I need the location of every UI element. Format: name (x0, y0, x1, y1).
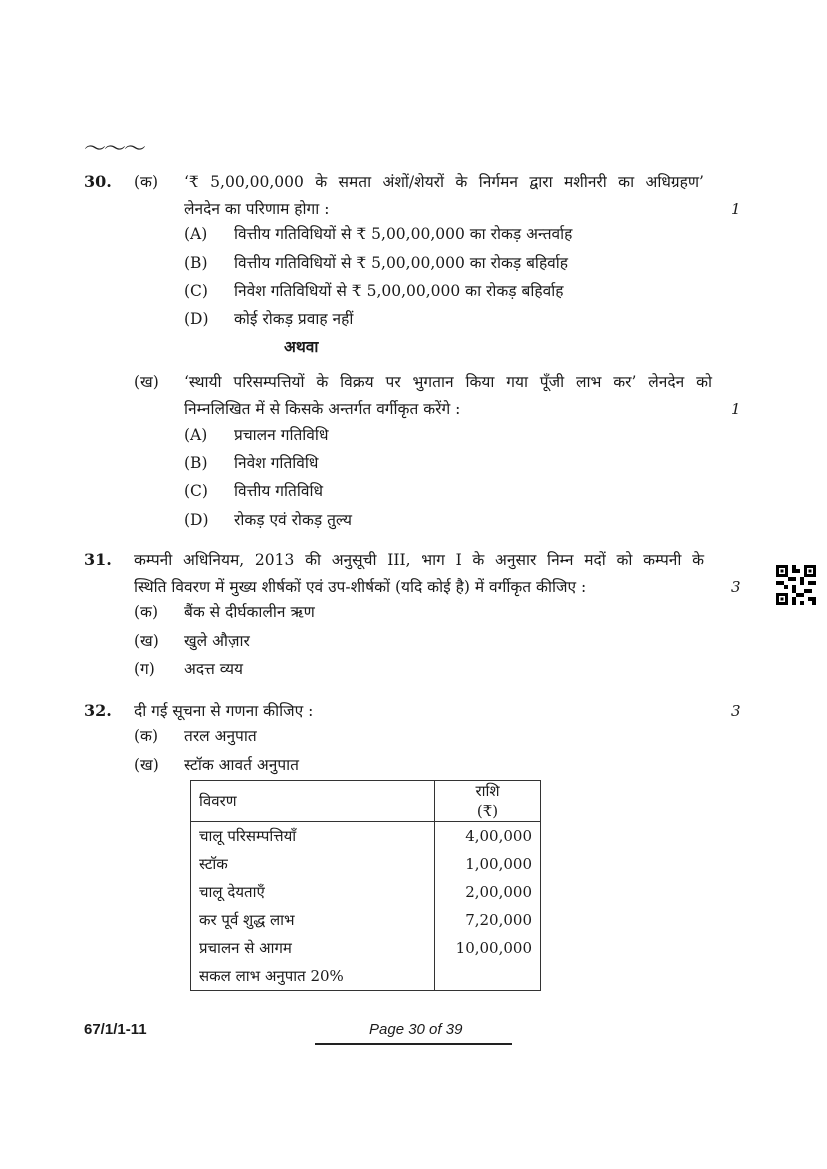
particular-cell: स्टॉक (199, 855, 228, 873)
question-text: स्थिति विवरण में मुख्य शीर्षकों एवं उप-शीर्षकों (यदि कोई है) में वर्गीकृत कीजिए : (134, 578, 587, 596)
item-label: (ख) (134, 632, 159, 650)
table-header-row (191, 781, 541, 822)
table-row (191, 906, 541, 934)
particular-cell: चालू परिसम्पत्तियाँ (199, 827, 297, 845)
table-row (191, 850, 541, 878)
table-row (191, 822, 541, 851)
item-label: (ख) (134, 756, 159, 774)
question-text: निम्नलिखित में से किसके अन्तर्गत वर्गीकृत करेंगे : (184, 400, 461, 418)
amount-cell (435, 962, 541, 991)
option-label: (B) (184, 454, 208, 472)
particular-cell: प्रचालन से आगम (199, 939, 292, 957)
option-text: वित्तीय गतिविधियों से ₹ 5,00,00,000 का रोकड़ बहिर्वाह (234, 254, 569, 272)
option-label: (C) (184, 482, 208, 500)
option-text: निवेश गतिविधियों से ₹ 5,00,00,000 का रोकड़ बहिर्वाह (234, 282, 564, 300)
decorative-wave: 〜〜〜 (84, 137, 145, 162)
data-table (190, 780, 541, 991)
item-text: तरल अनुपात (184, 727, 257, 745)
option-text: निवेश गतिविधि (234, 454, 319, 472)
item-text: बैंक से दीर्घकालीन ऋण (184, 603, 315, 621)
particular-cell: सकल लाभ अनुपात 20% (199, 967, 344, 985)
option-label: (A) (184, 225, 208, 243)
or-divider: अथवा (284, 337, 319, 356)
question-text: कम्पनी अधिनियम, 2013 की अनुसूची III, भाग I के अनुसार निम्न मदों को कम्पनी के (134, 551, 704, 569)
question-number: 32. (84, 701, 112, 720)
item-text: स्टॉक आवर्त अनुपात (184, 756, 300, 774)
marks: 1 (731, 200, 741, 218)
marks: 3 (731, 578, 741, 596)
question-number: 31. (84, 550, 112, 569)
item-label: (क) (134, 603, 158, 621)
header-amount-label: राशि (475, 782, 500, 800)
amount-cell: 4,00,000 (435, 822, 541, 851)
option-label: (D) (184, 310, 209, 328)
amount-cell: 1,00,000 (435, 850, 541, 878)
item-text: खुले औज़ार (184, 632, 250, 650)
header-amount-unit: (₹) (476, 802, 499, 820)
footer-rule (315, 1043, 512, 1045)
header-amount (435, 781, 541, 822)
qr-code-icon (776, 565, 816, 605)
part-label: (क) (134, 173, 158, 191)
option-text: कोई रोकड़ प्रवाह नहीं (234, 310, 354, 328)
header-particulars: विवरण (191, 781, 435, 822)
table-row (191, 962, 541, 991)
particular-cell: चालू देयताएँ (199, 883, 265, 901)
option-text: रोकड़ एवं रोकड़ तुल्य (234, 511, 352, 529)
option-label: (A) (184, 426, 208, 444)
marks: 1 (731, 400, 741, 418)
option-label: (B) (184, 254, 208, 272)
question-number: 30. (84, 172, 112, 191)
option-text: वित्तीय गतिविधियों से ₹ 5,00,00,000 का रोकड़ अन्तर्वाह (234, 225, 573, 243)
table-row (191, 878, 541, 906)
amount-cell: 10,00,000 (435, 934, 541, 962)
option-label: (C) (184, 282, 208, 300)
marks: 3 (731, 702, 741, 720)
part-label: (ख) (134, 373, 159, 391)
option-text: प्रचालन गतिविधि (234, 426, 329, 444)
question-text: ‘₹ 5,00,00,000 के समता अंशों/शेयरों के निर्गमन द्वारा मशीनरी का अधिग्रहण’ (184, 173, 704, 191)
question-text: लेनदेन का परिणाम होगा : (184, 200, 330, 218)
item-text: अदत्त व्यय (184, 660, 243, 678)
option-text: वित्तीय गतिविधि (234, 482, 324, 500)
amount-cell: 7,20,000 (435, 906, 541, 934)
page-number: Page 30 of 39 (369, 1021, 463, 1038)
question-text: ‘स्थायी परिसम्पत्तियों के विक्रय पर भुगतान किया गया पूँजी लाभ कर’ लेनदेन को (184, 373, 712, 391)
question-text: दी गई सूचना से गणना कीजिए : (134, 702, 314, 720)
particular-cell: कर पूर्व शुद्ध लाभ (199, 911, 295, 929)
table-row (191, 934, 541, 962)
item-label: (ग) (134, 660, 155, 678)
option-label: (D) (184, 511, 209, 529)
item-label: (क) (134, 727, 158, 745)
paper-code: 67/1/1-11 (84, 1021, 147, 1038)
amount-cell: 2,00,000 (435, 878, 541, 906)
